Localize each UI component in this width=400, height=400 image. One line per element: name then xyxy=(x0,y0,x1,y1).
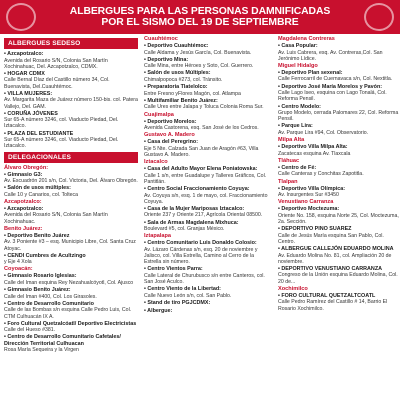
delegacion-group xyxy=(144,112,272,132)
shelter-entry xyxy=(4,185,138,198)
shelter-entry xyxy=(144,300,272,307)
shelter-address: Av. Escuadrón 201 s/n, Col. Victoria, Del. Álvaro Obregón. xyxy=(4,178,138,185)
seal-icon xyxy=(6,3,36,31)
shelter-name: • Centro Vientos Parra: xyxy=(144,266,203,273)
shelter-entry xyxy=(4,172,138,185)
shelter-name: • Casa del Adulto Mayor Elena Poniatowska: xyxy=(144,166,258,173)
shelter-address: Calle Pedro Ramírez del Castillo # 14, Barrio El Rosario Xochimilco. xyxy=(278,299,388,312)
shelter-name: • Centro de Fé: xyxy=(278,164,317,171)
shelter-address: Calle del Hueso #381. xyxy=(4,327,56,334)
shelter-address: Calle del Iman esquina Rey Nezahualcóyotl, Col. Ajusco xyxy=(4,279,134,286)
shelter-entry xyxy=(144,119,272,132)
shelter-address: Av. Lázaro Cárdenas s/n, esq. 20 de noviembre y Jalisco, col. Villa Estrella, Camino al Cerro de la Estrella sin número. xyxy=(144,246,258,266)
shelter-name: • CORUÑA JÓVENES xyxy=(4,110,58,117)
shelter-entry xyxy=(144,57,272,70)
delegacion-group xyxy=(278,179,400,199)
section-header-delegacionales: DELEGACIONALES xyxy=(4,152,138,163)
shelter-name: • Multifamiliar Benito Juárez: xyxy=(144,97,218,104)
shelter-name: • Gimnasio Benito Juárez: xyxy=(4,287,71,294)
shelter-address: Entre Fresno yFlores Magón, col. Atlampa xyxy=(144,90,241,97)
delegacion-group xyxy=(4,199,138,225)
delegacion-title: Miguel Hidalgo xyxy=(278,62,318,69)
shelter-address: Calle Canteras y Conchitas Zapotitla. xyxy=(278,171,364,178)
delegacion-title: Tlalpan xyxy=(278,178,298,185)
shelter-address: Calle Aldama y Jesús García, Col. Buenavista. xyxy=(144,49,252,56)
shelter-name: • DEPORTIVO PINO SUAREZ xyxy=(278,226,352,233)
header-banner xyxy=(0,0,400,34)
shelter-entry xyxy=(4,253,138,266)
shelter-entry xyxy=(144,43,272,56)
shelter-address: Sur 65-A número 3246, col. Viaducto Piedad, Del. Iztacalco. xyxy=(4,117,119,130)
delegacion-group xyxy=(4,266,138,353)
shelter-entry xyxy=(144,166,272,185)
shelter-entry xyxy=(4,206,138,225)
delegacion-title: Cuajimalpa xyxy=(144,111,174,118)
shelter-entry xyxy=(278,144,400,157)
delegacion-group xyxy=(278,137,400,157)
delegacion-group xyxy=(4,165,138,198)
shelter-name: • Deportivo José María Morelos y Pavón: xyxy=(278,83,383,90)
content-columns xyxy=(0,36,400,400)
shelter-address: Calle 1 s/n, entre Guadalupe y Talleres Gráficos, Col. Pantitlán. xyxy=(144,172,267,185)
shelter-entry xyxy=(278,226,400,245)
shelter-entry xyxy=(278,165,400,178)
shelter-name: • Centro Modelo: xyxy=(278,103,321,110)
shelter-address: Av. 3 Poniente #3 – esq. Municipio Libre, Col. Santa Cruz Atoyac. xyxy=(4,239,136,252)
shelter-name: • HOGAR CDMX xyxy=(4,70,45,77)
shelter-entry xyxy=(278,84,400,103)
shelter-address: Zacatecas esquina Av. Tlaxcala xyxy=(278,150,351,157)
shelter-name: • VILLA MUJERES: xyxy=(4,90,53,97)
delegacion-title: Milpa Alta xyxy=(278,137,305,144)
shelter-address: Rosa María Sequeira y la Virgen xyxy=(4,347,79,354)
shelter-address: Eje 5 Nte. Calzada San Juan de Aragón #63, Villa Gustavo A. Madero. xyxy=(144,145,259,158)
shelter-name: • Deportivo Villa Milpa Alta: xyxy=(278,144,348,151)
shelter-entry xyxy=(278,206,400,225)
shelter-address: Calle Lago Iseo, esquina con Lago Tonalá, Col. Reforma Pensil. xyxy=(278,90,387,103)
shelter-address: Calle Mina, entre Héroes y Soto, Col. Guerrero. xyxy=(144,63,254,70)
delegacion-group xyxy=(4,226,138,266)
shelter-entry xyxy=(278,43,400,62)
shelter-entry xyxy=(4,233,138,252)
shelter-name: • ALBERGUE CALLEJÓN EDUARDO MOLINA xyxy=(278,246,394,253)
shelter-name: • Preparatoria Tlatelolco: xyxy=(144,84,208,91)
shelter-name: • Deportivo Mina: xyxy=(144,56,189,63)
seal-icon xyxy=(364,3,394,31)
delegacion-group xyxy=(278,158,400,178)
column-right xyxy=(272,36,400,400)
shelter-address: Av. Luis Cabrera, esq. Av. Contreras,Col. San Jerónimo Lídice. xyxy=(278,49,383,62)
shelter-entry xyxy=(144,286,272,299)
shelter-name: • Salón de usos Múltiples: xyxy=(144,70,211,77)
shelter-name: • Deportivo Benito Juárez xyxy=(4,232,70,239)
shelter-address: Calle Bernal Díaz del Castillo número 34, Col. Buenavista, Del.Cuauhtémoc. xyxy=(4,77,110,90)
shelter-address: Calle de las Bombas s/n esquina Calle Pedro Luis, Col. CTM Culhuacán IX A. xyxy=(4,307,132,320)
shelter-address: y Eje 4 Xola xyxy=(4,259,32,266)
shelter-entry xyxy=(144,70,272,83)
shelter-entry xyxy=(4,321,138,334)
shelter-entry xyxy=(144,308,272,315)
shelter-entry xyxy=(4,273,138,286)
delegacion-title: Tláhuac xyxy=(278,157,300,164)
shelter-entry xyxy=(4,131,138,150)
shelter-address: Calle Ures entre Jalapa y Toluca Colonia Roma Sur. xyxy=(144,104,264,111)
shelter-entry xyxy=(144,186,272,205)
delegacion-title: Iztapalapa xyxy=(144,233,172,240)
shelter-name: • Casa de la Mujer Mariposas Iztacalco: xyxy=(144,205,245,212)
shelter-address: Oriente No. 158, esquina Norte 25, Col. Moctezuma, 2a. Sección. xyxy=(278,212,399,225)
shelter-address: Calle del Iman #400, Col. Los Girasoles. xyxy=(4,293,97,300)
delegacion-title: Azcapotzalco: xyxy=(4,198,42,205)
shelter-entry xyxy=(4,51,138,70)
shelter-address: Chimalpopoca #273, col. Tránsito. xyxy=(144,76,223,83)
albergues-list xyxy=(4,51,138,150)
shelter-entry xyxy=(144,220,272,233)
shelter-name: • Deportivo Plan sexenal: xyxy=(278,69,343,76)
shelter-address: Sur 65-A número 3246, col. Viaducto Piedad, Del. Iztacalco. xyxy=(4,137,119,150)
shelter-entry xyxy=(278,266,400,285)
shelter-entry xyxy=(4,334,138,353)
shelter-address: Calle de Jesús María esquina San Pablo, Col. Centro. xyxy=(278,232,384,245)
shelter-address: Av. Eduardo Molina No. 81, col. Ampliación 20 de noviembre. xyxy=(278,252,392,265)
shelter-entry xyxy=(144,84,272,97)
shelter-name: • Stand de tiro PGJCDMX: xyxy=(144,300,211,307)
shelter-address: Oriente 237 y Oriente 217, Agrícola Oriental 08500. xyxy=(144,212,263,219)
delegacion-title: Xochimilco xyxy=(278,285,308,292)
shelter-address: Boulevard #5, col. Granjas México. xyxy=(144,226,225,233)
shelter-address: Avenida del Rosario S/N, Colonia San Martín Xochinahuac. xyxy=(4,212,108,225)
delegacion-group xyxy=(278,36,400,62)
shelter-name: • Casa del Peregrino: xyxy=(144,139,199,146)
shelter-name: • Parque Lira: xyxy=(278,123,313,130)
section-header-albergues: ALBERGUES SEDESO xyxy=(4,38,138,49)
delegacion-group xyxy=(278,286,400,312)
shelter-entry xyxy=(4,111,138,130)
shelter-entry xyxy=(4,301,138,320)
shelter-entry xyxy=(278,70,400,83)
shelter-entry xyxy=(144,98,272,111)
shelter-name: • Sala de Armas Magdalena Mixhuca: xyxy=(144,219,239,226)
shelter-entry xyxy=(278,246,400,265)
shelter-name: • Casa Popular: xyxy=(278,43,318,49)
shelter-name: • PLAZA DEL ESTUDIANTE xyxy=(4,130,74,137)
shelter-address: Av. Insurgentes Sur #3450 xyxy=(278,192,339,199)
shelter-name: • Centro de Desarrollo Comunitario xyxy=(4,300,94,307)
delegacion-title: Gustavo A. Madero xyxy=(144,132,195,139)
column-left xyxy=(0,36,138,400)
delegacion-title: Benito Juárez: xyxy=(4,225,43,232)
shelter-name: • Deportivo Morelos: xyxy=(144,118,197,125)
shelter-entry xyxy=(278,186,400,199)
shelter-entry xyxy=(144,206,272,219)
shelter-name: • Gimnasio Rosario Iglesias: xyxy=(4,273,77,280)
shelter-address: Av. Margarita Maza de Juárez número 150-bis. col. Patera Vallejo, Del. GAM. xyxy=(4,97,138,110)
shelter-name: • Foro Cultural Quetzalcóatl/ Deportivo Electricistas xyxy=(4,320,137,327)
delegacion-group xyxy=(278,63,400,136)
shelter-name: • Azcapotzalco: xyxy=(4,205,44,212)
shelter-name: • Centro Viento de la Libertad: xyxy=(144,286,221,293)
delegacion-group xyxy=(144,36,272,111)
delegacion-group xyxy=(144,159,272,232)
shelter-address: Avenida del Rosario S/N, Colonia San Martín Xochinahuac, Del. Azcapotzalco, CDMX. xyxy=(4,57,108,70)
shelter-entry xyxy=(278,104,400,123)
column-middle xyxy=(138,36,272,400)
delegacion-group xyxy=(144,132,272,158)
shelter-entry xyxy=(4,287,138,300)
shelter-entry xyxy=(4,71,138,90)
shelter-address: Congreso de la Unión esquina Eduardo Molina, Col. 20 de... xyxy=(278,272,398,285)
shelter-name: • Gimnasio G3: xyxy=(4,171,43,178)
shelter-address: Av. Coyuya s/n, esq. 1 de mayo, col. Fraccionamiento Coyuya. xyxy=(144,192,268,205)
shelter-address: Av. Parque Lira #94, Col. Observatorio. xyxy=(278,129,369,136)
shelter-name: • FORO CULTURAL QUETZALTCOATL xyxy=(278,292,376,299)
shelter-address: Calle Nuevo León s/n, col. San Pablo. xyxy=(144,292,232,299)
delegacion-title: Venustiano Carranza xyxy=(278,199,334,206)
shelter-entry xyxy=(4,91,138,110)
shelter-name: • CENDI Cumbres de Acultzingo xyxy=(4,252,86,259)
shelter-address: Grupo Modelo, cerrada Palomares 22, Col. Reforma Pensil. xyxy=(278,110,399,123)
shelter-address: Calle Lateral de Churubusco s/n entre Canteros, col. San José Aculco. xyxy=(144,272,265,286)
shelter-address: Calle Ferrocarril de Cuernavaca s/n, Col. Nextitla. xyxy=(278,76,393,83)
shelter-name: • Centro de Desarrollo Comunitario Cafetales/ Dirección Territorial Culhuacan xyxy=(4,334,121,347)
shelter-name: • Centro Social Fraccionamiento Coyuya: xyxy=(144,186,250,193)
shelter-entry xyxy=(278,293,400,312)
shelter-entry xyxy=(144,139,272,158)
page-title: ALBERGUES PARA LAS PERSONAS DAMNIFICADAS POR EL SISMO DEL 19 DE SEPTIEMBRE xyxy=(69,5,331,28)
shelter-entry xyxy=(144,240,272,265)
shelter-name: • Salón de usos múltiples: xyxy=(4,185,71,192)
delegacion-title: Iztacalco xyxy=(144,159,168,166)
delegacion-group xyxy=(278,199,400,285)
shelter-name: • Deportivo Villa Olímpica: xyxy=(278,185,346,192)
delegacion-title: Cuauhtémoc xyxy=(144,36,178,42)
delegacion-group xyxy=(144,233,272,314)
shelter-entry xyxy=(278,123,400,136)
delegacion-title: Magdalena Contreras xyxy=(278,36,335,42)
delegacion-title: Coyoacán: xyxy=(4,266,33,273)
delegacion-title: Álvaro Obregón: xyxy=(4,164,49,171)
shelter-name: • Centro Comunitario Luis Donaldo Colosio: xyxy=(144,240,257,247)
shelter-address: Avenida Castorena, esq. San José de los Cedros. xyxy=(144,125,259,132)
delegacionales-list xyxy=(4,165,138,354)
shelter-name: • Albergue: xyxy=(144,307,173,314)
shelter-entry xyxy=(144,266,272,285)
shelter-name: • Azcapotzalco: xyxy=(4,51,44,57)
shelter-name: • Deportivo Cuauhtémoc: xyxy=(144,43,209,49)
shelter-name: • Deportivo Moctezuma: xyxy=(278,206,340,213)
shelter-address: Calle 10 y Canarios, col. Tolteca xyxy=(4,191,79,198)
shelter-name: • DEPORTIVO VENUSTIANO CARRANZA xyxy=(278,265,383,272)
